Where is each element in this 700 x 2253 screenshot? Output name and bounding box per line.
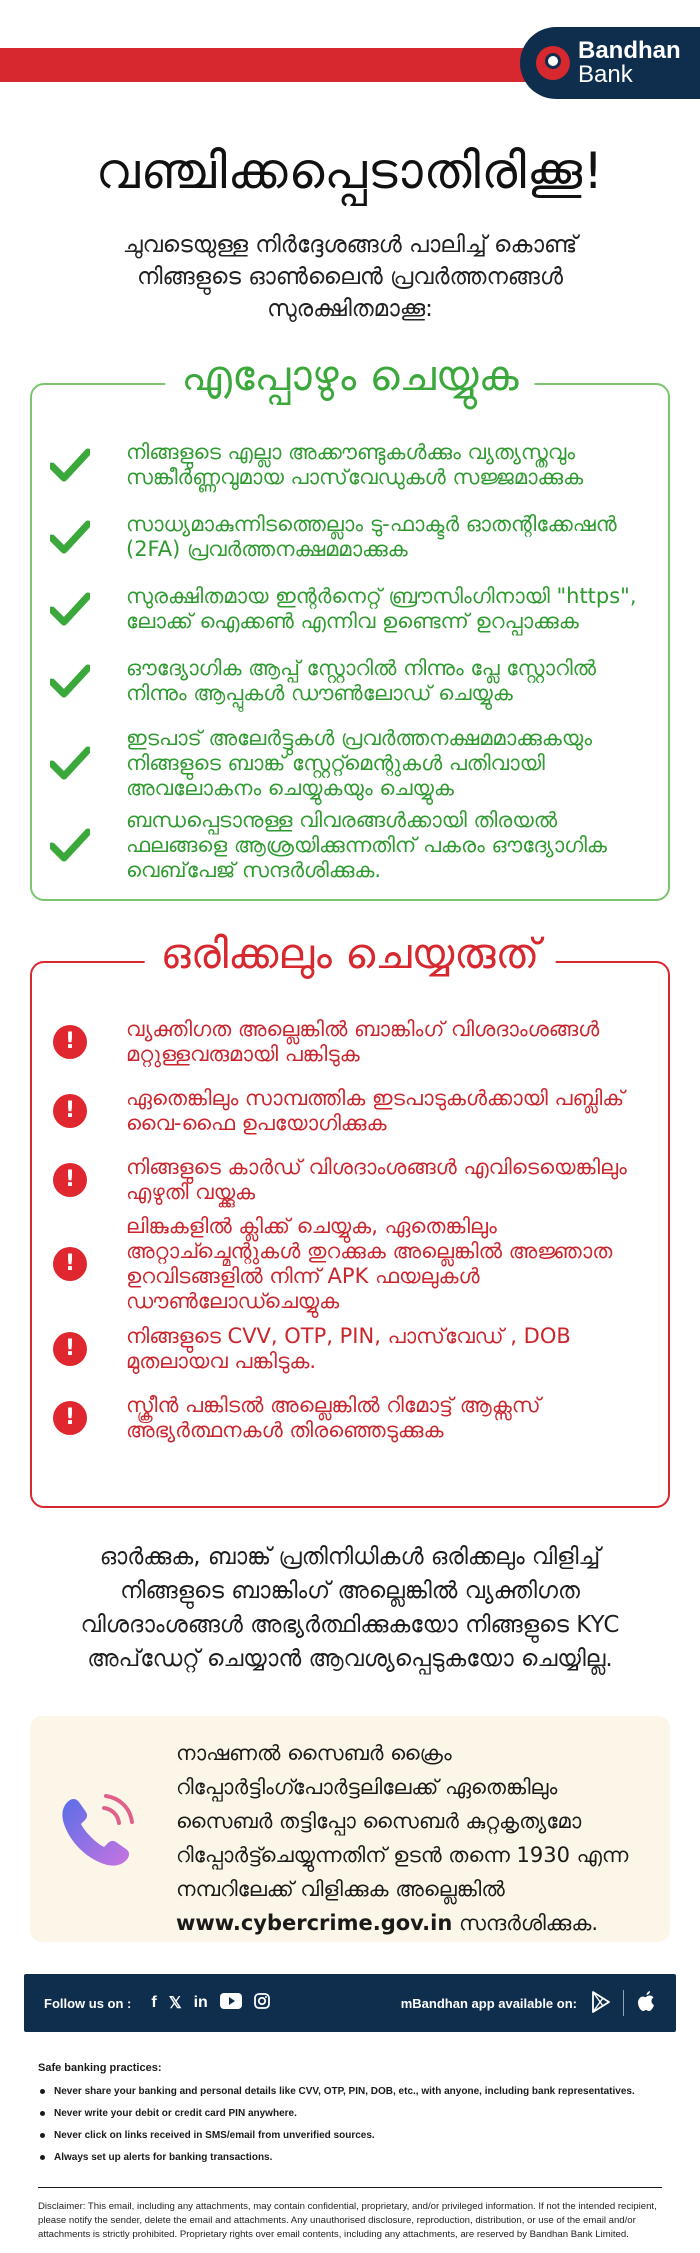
check-icon: [50, 448, 90, 482]
alert-icon: [50, 1247, 90, 1281]
safe-practices-title: Safe banking practices:: [38, 2062, 162, 2074]
always-do-list: [50, 429, 650, 881]
apple-icon[interactable]: [636, 1990, 656, 2017]
brand-name-line1: Bandhan: [578, 37, 681, 64]
alert-icon: [50, 1025, 90, 1059]
header-red-bar: [0, 48, 540, 82]
page-subtitle: ചുവടെയുള്ള നിർദ്ദേശങ്ങൾ പാലിച്ച് കൊണ്ട് നിങ്ങളുടെ ഓൺലൈൻ പ്രവർത്തനങ്ങൾ സുരക്ഷിതമാക്കൂ:: [122, 232, 578, 322]
list-item: [50, 573, 650, 645]
list-item: [50, 809, 650, 881]
youtube-icon[interactable]: [220, 1993, 242, 2014]
list-item: Always set up alerts for banking transactions.: [38, 2152, 662, 2163]
alert-glyph: !: [53, 1094, 87, 1128]
list-item: [50, 1007, 650, 1076]
bandhan-bank-logo[interactable]: [520, 27, 700, 99]
never-do-section: [30, 929, 670, 1508]
bandhan-logo-icon: [536, 46, 570, 80]
cybercrime-link[interactable]: www.cybercrime.gov.in: [176, 1911, 453, 1935]
follow-us-label: Follow us on :: [44, 1995, 132, 2011]
disclaimer-divider: [38, 2187, 662, 2188]
list-item: Never write your debit or credit card PIN anywhere.: [38, 2108, 662, 2119]
alert-glyph: !: [53, 1401, 87, 1435]
list-item: [50, 1076, 650, 1145]
cybercrime-text-before: നാഷണൽ സൈബർ ക്രൈം റിപ്പോർട്ടിംഗ്പോർട്ടലിലേക്ക് ഏതെങ്കിലും സൈബർ തട്ടിപ്പോ സൈബർ കുറ്റകൃത്യമോ റിപ്പോർട്ട്ചെയ്യുന്നതിന് ഉടൻ തന്നെ 1930 എന്ന നമ്പറിലേക്ക് വിളിക്കുക അല്ലെങ്കിൽ: [176, 1741, 629, 1901]
safe-practices-list: [38, 2086, 662, 2163]
phone-ringing-icon: [52, 1786, 142, 1876]
check-icon: [50, 592, 90, 626]
list-item: [50, 717, 650, 809]
page-title: വഞ്ചിക്കപ്പെടാതിരിക്കൂ!: [95, 142, 605, 200]
check-icon: [50, 746, 90, 780]
alert-icon: [50, 1094, 90, 1128]
alert-icon: [50, 1332, 90, 1366]
list-item-text: നിങ്ങളുടെ കാർഡ് വിശദാംശങ്ങൾ എവിടെയെങ്കിലും എഴുതി വയ്ക്കുക: [126, 1154, 627, 1204]
brand-name: [578, 39, 681, 87]
list-item: Never share your banking and personal details like CVV, OTP, PIN, DOB, etc., with anyone, including bank representatives.: [38, 2086, 662, 2097]
list-item: [50, 1145, 650, 1214]
list-item-text: ഇടപാട് അലേർട്ടുകൾ പ്രവർത്തനക്ഷമമാക്കുകയും നിങ്ങളുടെ ബാങ്ക് സ്റ്റേറ്റ്മെന്റുകൾ പതിവായി അവലോകനം ചെയ്യുകയും ചെയ്യുക: [126, 725, 593, 800]
list-item-text: നിങ്ങളുടെ CVV, OTP, PIN, പാസ്‌വേഡ് , DOB മുതലായവ പങ്കിടുക.: [126, 1323, 571, 1373]
app-available-label: mBandhan app available on:: [400, 1995, 577, 2011]
list-item: [50, 501, 650, 573]
instagram-icon[interactable]: [254, 1993, 270, 2014]
list-item: Never click on links received in SMS/email from unverified sources.: [38, 2130, 662, 2141]
list-item-text: സ്ക്രീൻ പങ്കിടൽ അല്ലെങ്കിൽ റിമോട്ട് ആക്സസ് അഭ്യർത്ഥനകൾ തിരഞ്ഞെടുക്കുക: [126, 1392, 541, 1442]
cybercrime-callout: [30, 1716, 670, 1942]
social-links: [139, 1993, 269, 2014]
never-do-list: [50, 1007, 650, 1452]
never-do-title: ഒരിക്കലും ചെയ്യരുത്: [145, 929, 556, 979]
alert-glyph: !: [53, 1247, 87, 1281]
facebook-icon[interactable]: f: [151, 1994, 157, 2011]
list-item-text: ഔദ്യോഗിക ആപ്പ് സ്റ്റോറിൽ നിന്നും പ്ലേ സ്റ്റോറിൽ നിന്നും ആപ്പുകൾ ഡൗൺലോഡ് ചെയ്യുക: [126, 656, 597, 705]
list-item-text: സാധ്യമാകുന്നിടത്തെല്ലാം ടു-ഫാക്ടർ ഓതന്റിക്കേഷൻ (2FA) പ്രവർത്തനക്ഷമമാക്കുക: [126, 512, 617, 561]
list-item-text: ഏതെങ്കിലും സാമ്പത്തിക ഇടപാടുകൾക്കായി പബ്ലിക് വൈ-ഫൈ ഉപയോഗിക്കുക: [126, 1085, 625, 1135]
alert-icon: [50, 1401, 90, 1435]
always-do-title: എപ്പോഴും ചെയ്യുക: [165, 351, 534, 401]
list-item: [50, 1383, 650, 1452]
store-separator: [623, 1990, 624, 2016]
google-play-icon[interactable]: [591, 1991, 611, 2016]
linkedin-icon[interactable]: in: [193, 1994, 208, 2011]
list-item: [50, 1214, 650, 1314]
list-item-text: നിങ്ങളുടെ എല്ലാ അക്കൗണ്ടുകൾക്കും വ്യത്യസ്തവും സങ്കീർണ്ണവുമായ പാസ്‌വേഡുകൾ സജ്ജമാക്കുക: [126, 440, 584, 489]
cybercrime-text: [176, 1736, 636, 1940]
alert-icon: [50, 1163, 90, 1197]
brand-name-line2: Bank: [578, 61, 633, 88]
safe-banking-practices: [38, 2062, 662, 2163]
x-icon[interactable]: 𝕏: [168, 1995, 182, 2012]
alert-glyph: !: [53, 1025, 87, 1059]
list-item-text: ലിങ്കുകളിൽ ക്ലിക്ക് ചെയ്യുക, ഏതെങ്കിലും അറ്റാച്ച്മെന്റുകൾ തുറക്കുക അല്ലെങ്കിൽ അജ്ഞാത ഉറവിടങ്ങളിൽ നിന്ന് APK ഫയലുകൾ ഡൗൺലോഡ്ചെയ്യുക: [126, 1214, 613, 1313]
list-item: [50, 1314, 650, 1383]
header: [0, 0, 700, 100]
cybercrime-text-after: സന്ദർശിക്കുക.: [452, 1911, 599, 1935]
check-icon: [50, 664, 90, 698]
check-icon: [50, 828, 90, 862]
list-item: [50, 645, 650, 717]
list-item-text: വ്യക്തിഗത അല്ലെങ്കിൽ ബാങ്കിംഗ് വിശദാംശങ്ങൾ മറ്റുള്ളവരുമായി പങ്കിടുക: [126, 1016, 600, 1066]
footer-bar: [24, 1974, 676, 2032]
reminder-text: ഓർക്കുക, ബാങ്ക് പ്രതിനിധികൾ ഒരിക്കലും വിളിച്ച് നിങ്ങളുടെ ബാങ്കിംഗ് അല്ലെങ്കിൽ വ്യക്തിഗത വിശദാംശങ്ങൾ അഭ്യർത്ഥിക്കുകയോ നിങ്ങളുടെ KYC അപ്‌ഡേറ്റ് ചെയ്യാൻ ആവശ്യപ്പെടുകയോ ചെയ്യില്ല.: [80, 1544, 620, 1672]
list-item-text: സുരക്ഷിതമായ ഇന്റർനെറ്റ് ബ്രൗസിംഗിനായി "https", ലോക്ക് ഐക്കൺ എന്നിവ ഉണ്ടെന്ന് ഉറപ്പാക്കുക: [126, 584, 637, 633]
app-store-links: [591, 1990, 656, 2017]
alert-glyph: !: [53, 1163, 87, 1197]
list-item-text: ബന്ധപ്പെടാനുള്ള വിവരങ്ങൾക്കായി തിരയൽ ഫലങ്ങളെ ആശ്രയിക്കുന്നതിന് പകരം ഔദ്യോഗിക വെബ്‌പേജ് സന്ദർശിക്കുക.: [126, 807, 607, 882]
check-icon: [50, 520, 90, 554]
alert-glyph: !: [53, 1332, 87, 1366]
disclaimer-text: Disclaimer: This email, including any attachments, may contain confidential, proprietary, and/or privileged information. If not the intended recipient, please notify the sender, delete the email and attachments. Any unauthorised disclosure, reproduction, distribution, or use of the email and/or attachments is strictly prohibited. Proprietary rights over email contents, including any attachments, are reserved by Bandhan Bank Limited.: [38, 2201, 657, 2240]
list-item: [50, 429, 650, 501]
always-do-section: [30, 351, 670, 901]
